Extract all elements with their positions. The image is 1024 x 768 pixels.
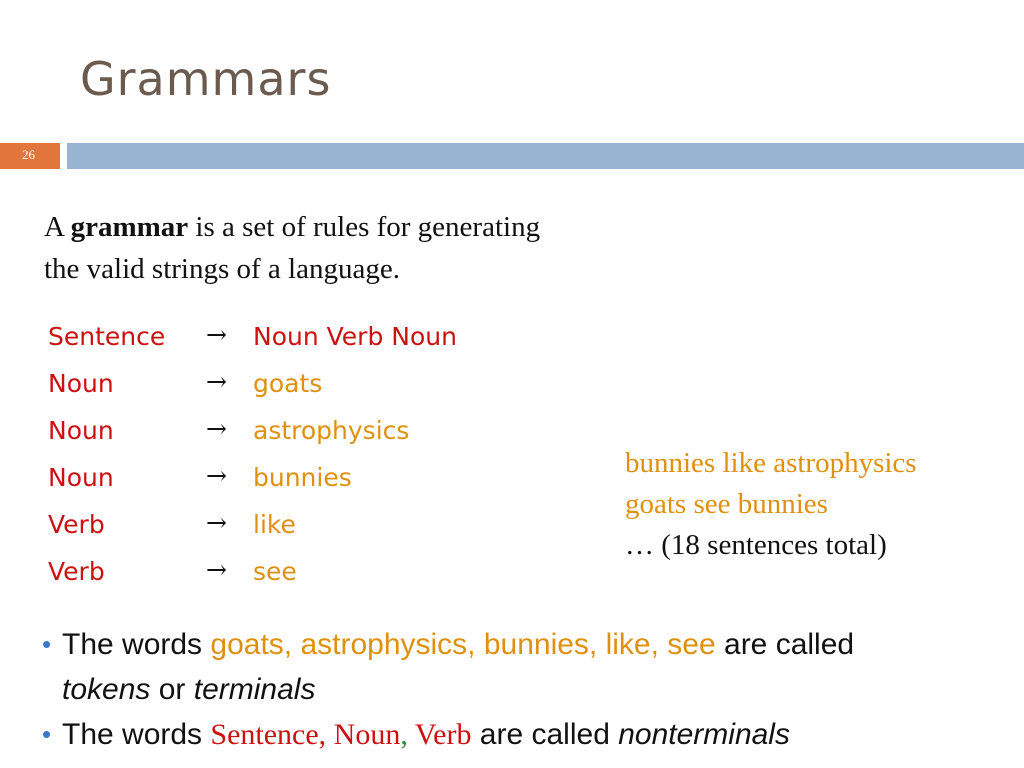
bullet-1-prefix: The words (62, 628, 211, 661)
intro-line-1-rest: is a set of rules for generating (188, 211, 541, 243)
intro-text (44, 206, 540, 290)
rule-lhs: Noun (48, 463, 114, 492)
bullet-2-suffix: are called (471, 718, 619, 751)
bullet-1-suffix: are called (715, 628, 855, 661)
header-bar (67, 143, 1024, 169)
bullet-list (42, 622, 1017, 757)
example-line-1: bunnies like astrophysics (625, 447, 917, 479)
arrow-icon: → (206, 367, 227, 396)
intro-prefix: A (44, 211, 71, 243)
word-verb: Verb (414, 718, 472, 751)
arrow-icon: → (206, 320, 227, 349)
word-sentence: Sentence (210, 718, 319, 751)
bullet-dot-icon: • (42, 719, 52, 749)
example-line-3: … (18 sentences total) (625, 529, 887, 561)
rule-rhs: Noun Verb Noun (253, 322, 457, 351)
example-sentences (625, 443, 917, 566)
bullet-item-nonterminals (42, 712, 1017, 757)
term-nonterminals: nonterminals (618, 718, 790, 751)
bullet-1-or: or (150, 673, 194, 706)
comma-2: , (400, 718, 415, 751)
intro-line-2: the valid strings of a language. (44, 253, 400, 285)
slide-title: Grammars (80, 52, 332, 106)
word-noun: Noun (333, 718, 401, 751)
rule-rhs: bunnies (253, 463, 352, 492)
rule-lhs: Noun (48, 369, 114, 398)
rule-rhs: goats (253, 369, 323, 398)
bullet-1-tokens: goats, astrophysics, bunnies, like, see (210, 628, 716, 661)
arrow-icon: → (206, 508, 227, 537)
bullet-dot-icon: • (42, 629, 52, 659)
rule-lhs: Sentence (48, 322, 166, 351)
rule-lhs: Noun (48, 416, 114, 445)
comma-1: , (318, 718, 334, 751)
bullet-item-terminals (42, 622, 1017, 712)
arrow-icon: → (206, 461, 227, 490)
example-line-2: goats see bunnies (625, 488, 828, 520)
rule-rhs: like (253, 510, 296, 539)
rule-lhs: Verb (48, 557, 105, 586)
slide-number: 26 (22, 147, 35, 162)
rule-rhs: astrophysics (253, 416, 410, 445)
intro-line-1 (44, 206, 540, 248)
grammar-term: grammar (70, 211, 189, 243)
arrow-icon: → (206, 555, 227, 584)
term-tokens: tokens (62, 673, 151, 706)
rule-lhs: Verb (48, 510, 105, 539)
bullet-2-prefix: The words (62, 718, 211, 751)
arrow-icon: → (206, 414, 227, 443)
rule-rhs: see (253, 557, 297, 586)
term-terminals: terminals (193, 673, 316, 706)
